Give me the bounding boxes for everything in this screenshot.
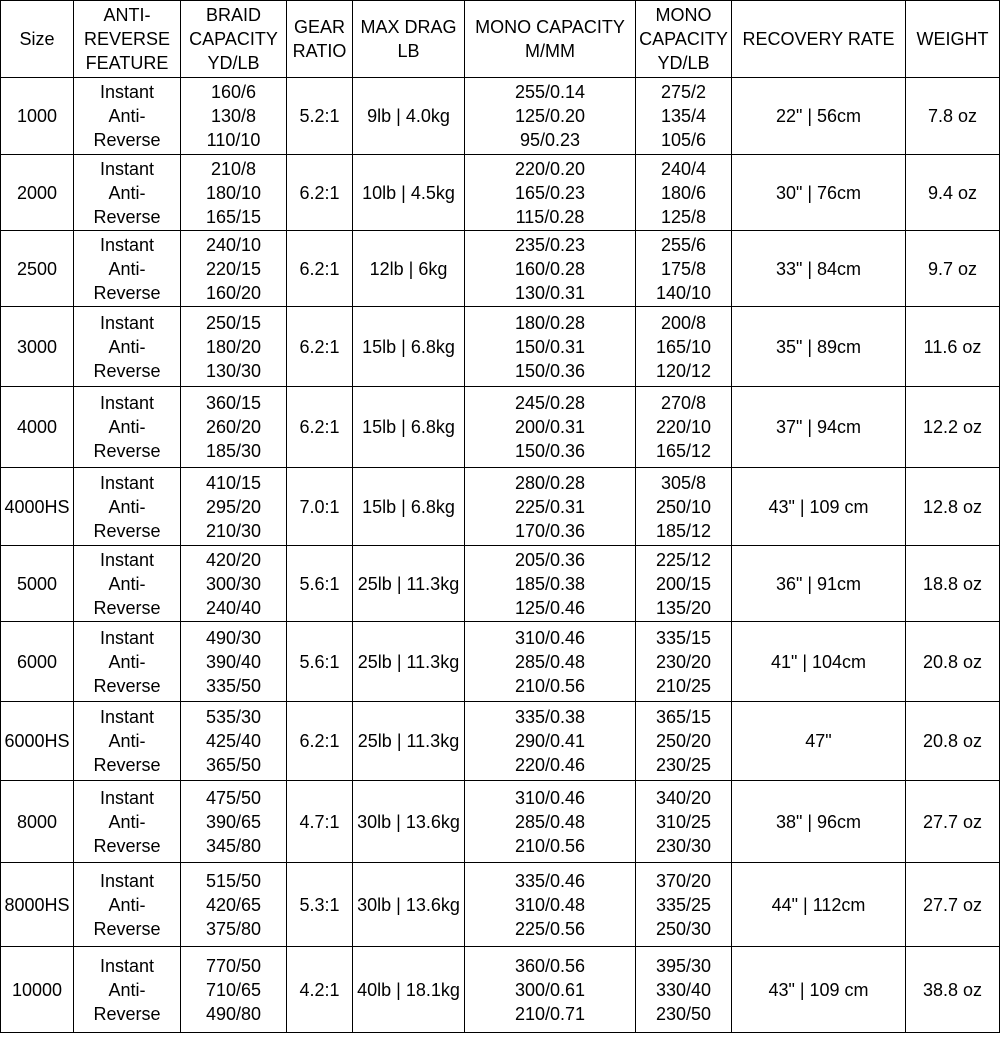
drag-cell: 25lb | 11.3kg [353, 622, 465, 702]
cell-line: 120/12 [655, 360, 712, 381]
cell-line: Instant [99, 955, 155, 976]
anti-reverse-cell [74, 387, 181, 468]
cell-line: 220/15 [205, 258, 262, 279]
mono-yd-cell [636, 468, 732, 546]
header-label-line: YD/LB [657, 53, 710, 73]
anti-reverse-cell [74, 546, 181, 622]
table-row [1, 622, 1000, 702]
drag-cell: 9lb | 4.0kg [353, 78, 465, 155]
drag-cell: 30lb | 13.6kg [353, 863, 465, 947]
cell-line: 275/2 [660, 82, 707, 102]
cell-line: 390/40 [205, 651, 262, 672]
anti-reverse-cell [74, 155, 181, 231]
cell-line: Reverse [93, 675, 161, 696]
cell-line: Anti- [108, 258, 146, 279]
anti-reverse-cell [74, 78, 181, 155]
cell-line: Anti- [108, 417, 146, 437]
cell-line: Anti- [108, 336, 146, 357]
mono-mm-cell [465, 781, 636, 863]
anti-reverse-cell [74, 307, 181, 387]
cell-line: 160/0.28 [514, 258, 586, 279]
mono-mm-cell [465, 307, 636, 387]
mono-yd-cell [636, 307, 732, 387]
header-label-line: Size [19, 29, 55, 49]
cell-line: 395/30 [655, 955, 712, 976]
cell-line: 345/80 [205, 835, 262, 856]
cell-line: 260/20 [205, 417, 262, 437]
mono-yd-cell [636, 702, 732, 781]
header-label-line: REVERSE [83, 29, 171, 49]
drag-cell: 10lb | 4.5kg [353, 155, 465, 231]
cell-line: 130/0.31 [514, 282, 586, 303]
cell-line: Anti- [108, 106, 146, 126]
cell-line: 160/6 [210, 82, 257, 102]
anti-reverse-cell [74, 781, 181, 863]
cell-line: 420/65 [205, 894, 262, 915]
cell-line: 200/8 [660, 312, 707, 333]
cell-line: Anti- [108, 496, 146, 517]
cell-line: Reverse [93, 360, 161, 381]
mono-yd-cell [636, 863, 732, 947]
cell-line: Anti- [108, 811, 146, 832]
cell-line: 285/0.48 [514, 811, 586, 832]
cell-line: 490/80 [205, 1003, 262, 1024]
header-anti-reverse [74, 1, 181, 78]
drag-cell: 30lb | 13.6kg [353, 781, 465, 863]
cell-line: Reverse [93, 206, 161, 227]
cell-line: 140/10 [655, 282, 712, 303]
anti-reverse-cell [74, 947, 181, 1033]
anti-reverse-cell [74, 863, 181, 947]
recovery-cell: 35" | 89cm [732, 307, 906, 387]
weight-cell: 27.7 oz [906, 781, 1000, 863]
cell-line: Instant [99, 82, 155, 102]
cell-line: 335/15 [655, 627, 712, 648]
drag-cell: 25lb | 11.3kg [353, 546, 465, 622]
cell-line: 310/0.46 [514, 627, 586, 648]
table-body [1, 78, 1000, 1033]
cell-line: Reverse [93, 520, 161, 541]
weight-cell: 18.8 oz [906, 546, 1000, 622]
cell-line: 235/0.23 [514, 234, 586, 255]
table-row [1, 387, 1000, 468]
mono-mm-cell [465, 231, 636, 307]
table-row [1, 307, 1000, 387]
cell-line: 535/30 [205, 707, 262, 727]
size-cell: 10000 [1, 947, 74, 1033]
cell-line: 210/0.56 [514, 835, 586, 856]
mono-mm-cell [465, 947, 636, 1033]
cell-line: Instant [99, 472, 155, 493]
cell-line: 250/20 [655, 731, 712, 751]
recovery-cell: 41" | 104cm [732, 622, 906, 702]
cell-line: 165/15 [205, 206, 262, 227]
cell-line: 365/50 [205, 755, 262, 775]
cell-line: 285/0.48 [514, 651, 586, 672]
weight-cell: 27.7 oz [906, 863, 1000, 947]
cell-line: 230/30 [655, 835, 712, 856]
header-label-line: CAPACITY [189, 29, 278, 49]
cell-line: 515/50 [205, 870, 262, 891]
mono-mm-cell [465, 863, 636, 947]
anti-reverse-cell [74, 622, 181, 702]
cell-line: 255/0.14 [514, 82, 586, 102]
cell-line: 225/0.31 [514, 496, 586, 517]
cell-line: 245/0.28 [514, 393, 586, 413]
cell-line: 220/10 [655, 417, 712, 437]
cell-line: Anti- [108, 894, 146, 915]
cell-line: 185/0.38 [514, 573, 586, 594]
gear-cell: 7.0:1 [287, 468, 353, 546]
cell-line: 305/8 [660, 472, 707, 493]
cell-line: 240/40 [205, 597, 262, 618]
gear-cell: 5.6:1 [287, 622, 353, 702]
size-cell: 4000HS [1, 468, 74, 546]
header-drag [353, 1, 465, 78]
weight-cell: 20.8 oz [906, 702, 1000, 781]
cell-line: 200/0.31 [514, 417, 586, 437]
header-recovery [732, 1, 906, 78]
cell-line: 185/30 [205, 441, 262, 461]
cell-line: 475/50 [205, 787, 262, 808]
braid-cell [181, 622, 287, 702]
drag-cell: 15lb | 6.8kg [353, 468, 465, 546]
table-row [1, 947, 1000, 1033]
recovery-cell: 43" | 109 cm [732, 947, 906, 1033]
size-cell: 5000 [1, 546, 74, 622]
gear-cell: 5.3:1 [287, 863, 353, 947]
recovery-cell: 22" | 56cm [732, 78, 906, 155]
cell-line: 115/0.28 [515, 206, 585, 227]
cell-line: 310/0.46 [514, 787, 586, 808]
header-weight [906, 1, 1000, 78]
cell-line: 420/20 [205, 549, 262, 570]
table-row [1, 546, 1000, 622]
recovery-cell: 37" | 94cm [732, 387, 906, 468]
cell-line: 165/10 [655, 336, 712, 357]
cell-line: 410/15 [205, 472, 262, 493]
cell-line: Reverse [93, 835, 161, 856]
cell-line: 490/30 [205, 627, 262, 648]
mono-mm-cell [465, 78, 636, 155]
mono-mm-cell [465, 155, 636, 231]
cell-line: 340/20 [655, 787, 712, 808]
cell-line: 230/20 [655, 651, 712, 672]
weight-cell: 9.4 oz [906, 155, 1000, 231]
cell-line: 250/10 [655, 496, 712, 517]
cell-line: 210/0.71 [514, 1003, 586, 1024]
table-row [1, 78, 1000, 155]
size-cell: 1000 [1, 78, 74, 155]
recovery-cell: 36" | 91cm [732, 546, 906, 622]
mono-mm-cell [465, 622, 636, 702]
cell-line: 310/0.48 [514, 894, 586, 915]
cell-line: 210/30 [205, 520, 262, 541]
cell-line: 365/15 [655, 707, 712, 727]
cell-line: 150/0.36 [514, 441, 586, 461]
gear-cell: 4.2:1 [287, 947, 353, 1033]
cell-line: Instant [99, 393, 155, 413]
size-cell: 2500 [1, 231, 74, 307]
mono-yd-cell [636, 781, 732, 863]
size-cell: 8000HS [1, 863, 74, 947]
cell-line: Instant [99, 627, 155, 648]
braid-cell [181, 387, 287, 468]
weight-cell: 12.8 oz [906, 468, 1000, 546]
cell-line: 165/12 [655, 441, 712, 461]
cell-line: 295/20 [205, 496, 262, 517]
cell-line: 200/15 [655, 573, 712, 594]
cell-line: 180/20 [205, 336, 262, 357]
cell-line: 300/0.61 [514, 979, 586, 1000]
mono-yd-cell [636, 387, 732, 468]
cell-line: 185/12 [655, 520, 712, 541]
header-label-line: MAX DRAG [360, 17, 457, 37]
cell-line: Instant [99, 870, 155, 891]
header-label-line: GEAR [293, 17, 345, 37]
mono-yd-cell [636, 546, 732, 622]
size-cell: 4000 [1, 387, 74, 468]
cell-line: 360/0.56 [514, 955, 586, 976]
cell-line: 105/6 [660, 130, 707, 150]
drag-cell: 12lb | 6kg [353, 231, 465, 307]
cell-line: 220/0.20 [514, 158, 586, 179]
cell-line: 175/8 [660, 258, 707, 279]
cell-line: 130/30 [205, 360, 262, 381]
weight-cell: 12.2 oz [906, 387, 1000, 468]
gear-cell: 6.2:1 [287, 155, 353, 231]
cell-line: 335/0.46 [514, 870, 586, 891]
cell-line: 180/6 [660, 182, 707, 203]
recovery-cell: 33" | 84cm [732, 231, 906, 307]
cell-line: 240/4 [660, 158, 707, 179]
cell-line: 210/25 [655, 675, 712, 696]
cell-line: 180/0.28 [514, 312, 586, 333]
cell-line: Anti- [108, 182, 146, 203]
cell-line: 360/15 [205, 393, 262, 413]
cell-line: 160/20 [205, 282, 262, 303]
header-label-line: WEIGHT [916, 29, 989, 49]
cell-line: 170/0.36 [514, 520, 586, 541]
header-label-line: LB [397, 41, 420, 61]
table-row [1, 781, 1000, 863]
cell-line: 280/0.28 [514, 472, 586, 493]
cell-line: 125/0.46 [514, 597, 586, 618]
braid-cell [181, 947, 287, 1033]
header-mono-yd [636, 1, 732, 78]
drag-cell: 40lb | 18.1kg [353, 947, 465, 1033]
weight-cell: 11.6 oz [906, 307, 1000, 387]
cell-line: 240/10 [205, 234, 262, 255]
cell-line: 205/0.36 [514, 549, 586, 570]
header-label-line: MONO CAPACITY [475, 17, 625, 37]
size-cell: 3000 [1, 307, 74, 387]
header-label-line: ANTI- [103, 5, 151, 25]
recovery-cell: 47" [732, 702, 906, 781]
header-label-line: BRAID [205, 5, 261, 25]
mono-yd-cell [636, 78, 732, 155]
cell-line: Instant [99, 549, 155, 570]
cell-line: 95/0.23 [519, 130, 581, 150]
table-row [1, 702, 1000, 781]
cell-line: 110/10 [206, 130, 261, 150]
drag-cell: 15lb | 6.8kg [353, 387, 465, 468]
cell-line: 210/0.56 [514, 675, 586, 696]
header-row [1, 1, 1000, 78]
gear-cell: 4.7:1 [287, 781, 353, 863]
cell-line: 335/50 [205, 675, 262, 696]
header-label-line: FEATURE [85, 53, 169, 73]
cell-line: 225/12 [655, 549, 712, 570]
table-header [1, 1, 1000, 78]
cell-line: 330/40 [655, 979, 712, 1000]
mono-mm-cell [465, 546, 636, 622]
cell-line: 250/30 [655, 918, 712, 939]
cell-line: Reverse [93, 130, 161, 150]
cell-line: 165/0.23 [514, 182, 586, 203]
table-row [1, 863, 1000, 947]
recovery-cell: 38" | 96cm [732, 781, 906, 863]
weight-cell: 38.8 oz [906, 947, 1000, 1033]
cell-line: 130/8 [210, 106, 257, 126]
cell-line: 210/8 [210, 158, 257, 179]
gear-cell: 5.6:1 [287, 546, 353, 622]
braid-cell [181, 863, 287, 947]
cell-line: Anti- [108, 979, 146, 1000]
cell-line: 250/15 [205, 312, 262, 333]
mono-yd-cell [636, 622, 732, 702]
mono-yd-cell [636, 947, 732, 1033]
cell-line: Instant [99, 158, 155, 179]
cell-line: 180/10 [205, 182, 262, 203]
cell-line: Reverse [93, 441, 161, 461]
cell-line: Reverse [93, 755, 161, 775]
cell-line: 370/20 [655, 870, 712, 891]
cell-line: Anti- [108, 573, 146, 594]
table-row [1, 231, 1000, 307]
header-mono-mm [465, 1, 636, 78]
cell-line: 150/0.31 [514, 336, 586, 357]
anti-reverse-cell [74, 231, 181, 307]
cell-line: 270/8 [660, 393, 707, 413]
cell-line: 335/0.38 [514, 707, 586, 727]
mono-yd-cell [636, 231, 732, 307]
header-label-line: M/MM [525, 41, 575, 61]
size-cell: 6000 [1, 622, 74, 702]
braid-cell [181, 78, 287, 155]
cell-line: 335/25 [655, 894, 712, 915]
cell-line: Instant [99, 234, 155, 255]
weight-cell: 20.8 oz [906, 622, 1000, 702]
cell-line: Instant [99, 312, 155, 333]
cell-line: 425/40 [205, 731, 262, 751]
cell-line: Reverse [93, 1003, 161, 1024]
size-cell: 8000 [1, 781, 74, 863]
header-braid [181, 1, 287, 78]
gear-cell: 6.2:1 [287, 307, 353, 387]
gear-cell: 6.2:1 [287, 702, 353, 781]
cell-line: 230/50 [655, 1003, 712, 1024]
mono-mm-cell [465, 702, 636, 781]
drag-cell: 25lb | 11.3kg [353, 702, 465, 781]
mono-mm-cell [465, 387, 636, 468]
cell-line: Anti- [108, 651, 146, 672]
recovery-cell: 44" | 112cm [732, 863, 906, 947]
cell-line: 150/0.36 [514, 360, 586, 381]
cell-line: Reverse [93, 282, 161, 303]
size-cell: 2000 [1, 155, 74, 231]
braid-cell [181, 702, 287, 781]
braid-cell [181, 155, 287, 231]
cell-line: 290/0.41 [514, 731, 586, 751]
cell-line: Instant [99, 787, 155, 808]
header-gear [287, 1, 353, 78]
cell-line: 255/6 [660, 234, 707, 255]
cell-line: 310/25 [655, 811, 712, 832]
weight-cell: 7.8 oz [906, 78, 1000, 155]
braid-cell [181, 468, 287, 546]
header-label-line: YD/LB [207, 53, 260, 73]
cell-line: Instant [99, 707, 155, 727]
cell-line: Anti- [108, 731, 146, 751]
gear-cell: 6.2:1 [287, 387, 353, 468]
weight-cell: 9.7 oz [906, 231, 1000, 307]
braid-cell [181, 781, 287, 863]
cell-line: 710/65 [205, 979, 262, 1000]
mono-mm-cell [465, 468, 636, 546]
gear-cell: 6.2:1 [287, 231, 353, 307]
cell-line: 135/20 [655, 597, 712, 618]
header-label-line: MONO [655, 5, 712, 25]
braid-cell [181, 231, 287, 307]
header-label-line: RECOVERY RATE [742, 29, 895, 49]
braid-cell [181, 546, 287, 622]
size-cell: 6000HS [1, 702, 74, 781]
gear-cell: 5.2:1 [287, 78, 353, 155]
anti-reverse-cell [74, 702, 181, 781]
cell-line: 125/0.20 [514, 106, 586, 126]
header-label-line: CAPACITY [639, 29, 728, 49]
cell-line: 225/0.56 [514, 918, 586, 939]
recovery-cell: 43" | 109 cm [732, 468, 906, 546]
header-label-line: RATIO [292, 41, 347, 61]
cell-line: Reverse [93, 918, 161, 939]
cell-line: 770/50 [205, 955, 262, 976]
braid-cell [181, 307, 287, 387]
cell-line: 300/30 [205, 573, 262, 594]
drag-cell: 15lb | 6.8kg [353, 307, 465, 387]
cell-line: 390/65 [205, 811, 262, 832]
cell-line: Reverse [93, 597, 161, 618]
header-size [1, 1, 74, 78]
recovery-cell: 30" | 76cm [732, 155, 906, 231]
cell-line: 135/4 [660, 106, 707, 126]
table-row [1, 155, 1000, 231]
anti-reverse-cell [74, 468, 181, 546]
cell-line: 375/80 [205, 918, 262, 939]
cell-line: 230/25 [655, 755, 712, 775]
cell-line: 125/8 [660, 206, 707, 227]
mono-yd-cell [636, 155, 732, 231]
cell-line: 220/0.46 [514, 755, 586, 775]
table-row [1, 468, 1000, 546]
